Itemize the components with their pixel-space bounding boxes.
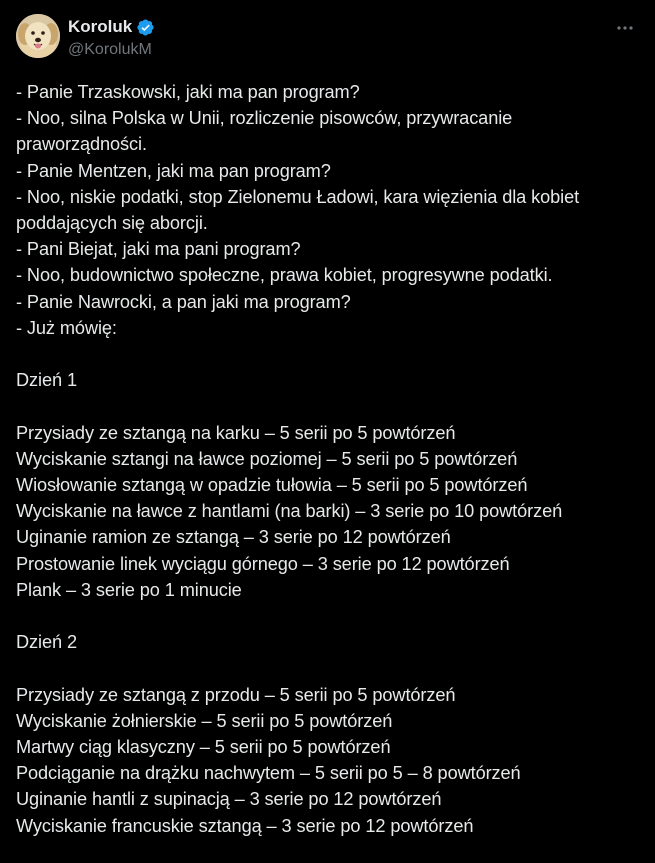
tweet-text-line: - Panie Nawrocki, a pan jaki ma program?	[16, 291, 351, 312]
avatar[interactable]	[16, 14, 60, 58]
tweet-text-line: Wyciskanie sztangi na ławce poziomej – 5 serii po 5 powtórzeń	[16, 448, 518, 469]
tweet-text-line: poddających się aborcji.	[16, 213, 208, 234]
tweet-text-line: - Panie Trzaskowski, jaki ma pan program?	[16, 82, 360, 102]
tweet-text-line: Wiosłowanie sztangą w opadzie tułowia – 5 serii po 5 powtórzeń	[16, 475, 528, 496]
tweet-text-line: praworządności.	[16, 134, 147, 155]
tweet-text-line: - Noo, silna Polska w Unii, rozliczenie pisowców, przywracanie	[16, 108, 513, 129]
tweet-text-line: - Panie Mentzen, jaki ma pan program?	[16, 160, 331, 181]
tweet-text-line: Dzień 1	[16, 370, 77, 391]
tweet-text	[16, 79, 641, 839]
tweet-text-line: - Pani Biejat, jaki ma pani program?	[16, 239, 301, 260]
tweet-text-line: Wyciskanie żołnierskie – 5 serii po 5 powtórzeń	[16, 710, 393, 731]
tweet-text-line: Przysiady ze sztangą na karku – 5 serii po 5 powtórzeń	[16, 422, 456, 443]
author-handle[interactable]: @KorolukM	[68, 41, 152, 58]
tweet-text-line	[16, 655, 641, 681]
dog-avatar-icon	[16, 14, 60, 58]
tweet-text-line: Wyciskanie na ławce z hantlami (na barki) – 3 serie po 10 powtórzeń	[16, 501, 563, 522]
tweet-text-line	[16, 393, 641, 419]
tweet-text-line: - Już mówię:	[16, 317, 117, 338]
tweet-text-line: Podciąganie na drążku nachwytem – 5 serii po 5 – 8 powtórzeń	[16, 763, 521, 784]
tweet-text-line: Uginanie hantli z supinacją – 3 serie po 12 powtórzeń	[16, 789, 442, 810]
tweet-text-line: Prostowanie linek wyciągu górnego – 3 serie po 12 powtórzeń	[16, 553, 510, 574]
tweet-text-line: Wyciskanie francuskie sztangą – 3 serie po 12 powtórzeń	[16, 815, 474, 836]
display-name-row	[68, 17, 155, 37]
tweet-text-line	[16, 603, 641, 629]
author-names	[68, 17, 155, 60]
more-options-button[interactable]	[613, 18, 637, 38]
tweet-text-line	[16, 341, 641, 367]
tweet-text-line: Przysiady ze sztangą z przodu – 5 serii po 5 powtórzeń	[16, 684, 456, 705]
tweet-text-line: Dzień 2	[16, 632, 77, 653]
tweet-text-line: Uginanie ramion ze sztangą – 3 serie po 12 powtórzeń	[16, 527, 451, 548]
display-name[interactable]: Koroluk	[68, 17, 133, 36]
tweet-text-line: Martwy ciąg klasyczny – 5 serii po 5 powtórzeń	[16, 737, 391, 758]
tweet-text-line: - Noo, budownictwo społeczne, prawa kobiet, progresywne podatki.	[16, 265, 553, 286]
more-horizontal-icon	[616, 25, 634, 31]
verified-badge-icon[interactable]	[136, 18, 155, 37]
tweet-text-line: Plank – 3 serie po 1 minucie	[16, 579, 242, 600]
tweet-header	[16, 14, 639, 66]
tweet-text-line: - Noo, niskie podatki, stop Zielonemu Ładowi, kara więzienia dla kobiet	[16, 186, 580, 207]
